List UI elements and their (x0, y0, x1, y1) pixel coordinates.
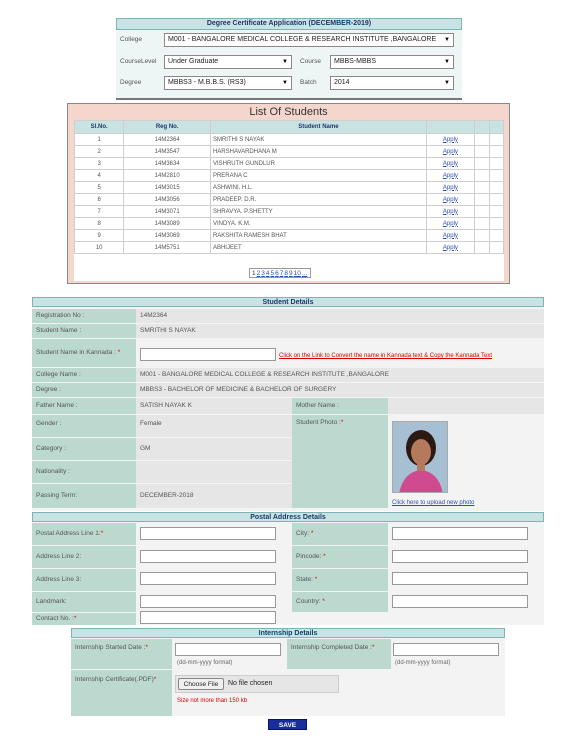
cell-extra (475, 230, 489, 242)
address-line2-input[interactable] (140, 550, 276, 563)
page-link[interactable]: 3 (261, 270, 265, 277)
table-row (75, 194, 504, 206)
cell-student-name: PRADEEP. D.R. (210, 194, 426, 206)
page-link[interactable]: 5 (270, 270, 275, 277)
category-label: Category : (32, 438, 136, 460)
cell-extra (489, 194, 504, 206)
cell-extra (489, 218, 504, 230)
degree-name-value: MBBS3 - BACHELOR OF MEDICINE & BACHELOR OF SURGERY (136, 383, 544, 397)
country-input[interactable] (392, 595, 528, 608)
col-extra-1 (475, 121, 489, 134)
cell-action (426, 242, 474, 254)
contact-input[interactable] (140, 611, 276, 624)
course-select[interactable]: MBBS-MBBS ▼ (330, 55, 454, 69)
line2-label: Address Line 2: (32, 546, 136, 568)
student-photo (392, 421, 448, 493)
cell-action (426, 194, 474, 206)
student-details-title: Student Details (32, 297, 544, 307)
cell-action (426, 230, 474, 242)
required-marker: * (117, 349, 121, 356)
cell-student-name: RAKSHITA RAMESH BHAT (210, 230, 426, 242)
col-extra-2 (489, 121, 504, 134)
apply-link[interactable]: Apply (442, 148, 458, 155)
cell-extra (475, 170, 489, 182)
upload-photo-link[interactable]: Click here to upload new photo (392, 500, 475, 506)
student-list-title: List Of Students (249, 106, 328, 118)
apply-link[interactable]: Apply (442, 184, 458, 191)
cell-student-name: SMRITHI S NAYAK (210, 134, 426, 146)
no-file-text: No file chosen (228, 680, 273, 687)
page-link[interactable]: 2 (256, 270, 261, 277)
nationality-label: Nationality : (32, 461, 136, 483)
apply-link[interactable]: Apply (442, 196, 458, 203)
save-button[interactable]: SAVE (268, 719, 307, 730)
cell-action (426, 170, 474, 182)
certificate-label-cell: Internship Certificate(.PDF)* (71, 670, 172, 716)
kannada-label: Student Name in Kannada : * (32, 339, 136, 367)
cell-extra (475, 182, 489, 194)
cell-extra (475, 218, 489, 230)
cell-reg-no: 14M3634 (124, 158, 211, 170)
table-row (75, 242, 504, 254)
started-label-cell: Internship Started Date :* (71, 639, 172, 669)
postal-panel (32, 512, 544, 625)
student-table (74, 120, 504, 254)
completed-label-cell: Internship Completed Date :* (287, 639, 391, 669)
cell-reg-no: 14M5751 (124, 242, 211, 254)
contact-label: Contact No. :* (32, 613, 136, 625)
cell-action (426, 158, 474, 170)
cell-sl-no: 2 (75, 146, 124, 158)
reg-value: 14M2364 (136, 309, 544, 323)
landmark-input[interactable] (140, 595, 276, 608)
address-line1-input[interactable] (140, 527, 276, 540)
chevron-down-icon: ▼ (282, 59, 288, 65)
college-name-label: College Name : (32, 368, 136, 382)
city-label: City: * (292, 523, 388, 545)
cell-action (426, 134, 474, 146)
choose-file-button[interactable]: Choose File (178, 678, 224, 690)
chevron-down-icon: ▼ (444, 80, 450, 86)
completed-date-hint: (dd-mm-yyyy format) (395, 660, 451, 666)
cell-extra (489, 206, 504, 218)
cell-extra (475, 206, 489, 218)
state-input[interactable] (392, 572, 528, 585)
cell-extra (475, 242, 489, 254)
cell-action (426, 146, 474, 158)
cell-reg-no: 14M2810 (124, 170, 211, 182)
apply-link[interactable]: Apply (442, 220, 458, 227)
reg-label: Registration No : (32, 309, 136, 323)
apply-link[interactable]: Apply (442, 232, 458, 239)
size-note: Size not more than 150 kb (177, 698, 248, 704)
table-row (75, 206, 504, 218)
cell-reg-no: 14M3089 (124, 218, 211, 230)
cell-extra (489, 182, 504, 194)
file-input-box (175, 675, 339, 693)
gender-value: Female (136, 415, 292, 437)
cell-reg-no: 14M3015 (124, 182, 211, 194)
divider (116, 98, 462, 100)
course-label: Course (300, 58, 321, 65)
degree-name-label: Degree : (32, 383, 136, 397)
table-row (75, 146, 504, 158)
cell-reg-no: 14M3069 (124, 230, 211, 242)
internship-panel (71, 628, 505, 716)
kannada-name-input[interactable] (140, 348, 276, 361)
internship-title: Internship Details (71, 628, 505, 638)
page-link[interactable]: 10 (293, 270, 301, 277)
pincode-label: Pincode: * (292, 546, 388, 568)
cell-sl-no: 10 (75, 242, 124, 254)
cell-student-name: ASHWINI. H.L. (210, 182, 426, 194)
photo-label-cell: Student Photo :* (292, 415, 388, 508)
cell-sl-no: 8 (75, 218, 124, 230)
cell-extra (489, 158, 504, 170)
student-list-panel (67, 103, 510, 284)
cell-extra (475, 134, 489, 146)
cell-sl-no: 5 (75, 182, 124, 194)
cell-sl-no: 9 (75, 230, 124, 242)
passing-value: DECEMBER-2018 (136, 484, 292, 508)
cell-extra (489, 146, 504, 158)
apply-link[interactable]: Apply (442, 136, 458, 143)
page-link[interactable]: 4 (265, 270, 270, 277)
course-level-select[interactable]: Under Graduate ▼ (164, 55, 292, 69)
cell-extra (489, 170, 504, 182)
cell-sl-no: 7 (75, 206, 124, 218)
cell-extra (475, 158, 489, 170)
father-value: SATISH NAYAK K (136, 398, 292, 414)
page-link[interactable]: 1 (252, 270, 256, 277)
cell-extra (489, 230, 504, 242)
table-row (75, 230, 504, 242)
table-row (75, 158, 504, 170)
col-action (426, 121, 474, 134)
name-value: SMRITHI S NAYAK (136, 324, 544, 338)
line3-label: Address Line 3: (32, 569, 136, 591)
col-sl-no: Sl.No. (75, 121, 124, 134)
postal-title: Postal Address Details (32, 512, 544, 522)
cell-sl-no: 6 (75, 194, 124, 206)
father-label: Father Name : (32, 398, 136, 414)
cell-student-name: SHRAVYA. P.SHETTY (210, 206, 426, 218)
page-link[interactable]: ... (301, 270, 308, 277)
col-reg-no: Reg No. (124, 121, 211, 134)
college-select[interactable]: M001 - BANGALORE MEDICAL COLLEGE & RESEARCH INSTITUTE ,BANGALORE ▼ (164, 33, 454, 47)
form-title: Degree Certificate Application (DECEMBER-2019) (116, 18, 462, 30)
state-label: State: * (292, 569, 388, 591)
apply-link[interactable]: Apply (442, 208, 458, 215)
cell-sl-no: 3 (75, 158, 124, 170)
kannada-convert-link[interactable]: Click on the Link to Convert the name in Kannada text & Copy the Kannada Text (279, 353, 493, 359)
page-link[interactable]: 9 (289, 270, 293, 277)
cell-student-name: VISHRUTH GUNDLUR (210, 158, 426, 170)
college-name-value: M001 - BANGALORE MEDICAL COLLEGE & RESEARCH INSTITUTE ,BANGALORE (136, 368, 544, 382)
table-row (75, 170, 504, 182)
pincode-input[interactable] (392, 550, 528, 563)
cell-student-name: HARSHAVARDHANA M (210, 146, 426, 158)
cell-extra (489, 242, 504, 254)
student-photo-image (393, 422, 448, 493)
col-student-name: Student Name (210, 121, 426, 134)
chevron-down-icon: ▼ (444, 37, 450, 43)
cell-action (426, 206, 474, 218)
gender-label: Gender : (32, 415, 136, 437)
cell-student-name: VINDYA. K.M. (210, 218, 426, 230)
batch-select[interactable]: 2014 ▼ (330, 76, 454, 90)
cell-sl-no: 1 (75, 134, 124, 146)
internship-completed-input[interactable] (393, 643, 499, 656)
cell-extra (475, 146, 489, 158)
college-label: College (120, 36, 143, 43)
table-header-row (75, 121, 504, 134)
internship-started-input[interactable] (175, 643, 281, 656)
apply-link[interactable]: Apply (442, 160, 458, 167)
cell-reg-no: 14M3071 (124, 206, 211, 218)
cell-sl-no: 4 (75, 170, 124, 182)
landmark-label: Landmark: (32, 592, 136, 612)
application-form (116, 18, 462, 100)
nationality-value (136, 461, 292, 483)
passing-label: Passing Term: (32, 484, 136, 508)
name-label: Student Name : (32, 324, 136, 338)
cell-student-name: PRERANA C (210, 170, 426, 182)
course-level-label: CourseLevel (120, 58, 157, 65)
cell-action (426, 182, 474, 194)
cell-extra (489, 134, 504, 146)
student-table-wrap (74, 120, 504, 281)
cell-reg-no: 14M3547 (124, 146, 211, 158)
cell-reg-no: 14M2364 (124, 134, 211, 146)
page-link[interactable]: 8 (284, 270, 288, 277)
pagination (249, 268, 311, 278)
cell-action (426, 218, 474, 230)
required-marker: * (340, 419, 344, 426)
chevron-down-icon: ▼ (444, 59, 450, 65)
cell-extra (475, 194, 489, 206)
apply-link[interactable]: Apply (442, 172, 458, 179)
degree-label: Degree (120, 79, 142, 86)
table-row (75, 218, 504, 230)
table-row (75, 134, 504, 146)
country-label: Country: * (292, 592, 388, 612)
page-link[interactable]: 7 (279, 270, 284, 277)
line1-label: Postal Address Line 1:* (32, 523, 136, 545)
address-line3-input[interactable] (140, 572, 276, 585)
cell-student-name: ABHIJEET (210, 242, 426, 254)
batch-label: Batch (300, 79, 317, 86)
cell-reg-no: 14M3056 (124, 194, 211, 206)
page-link[interactable]: 6 (275, 270, 279, 277)
student-details-panel (32, 297, 544, 511)
degree-select[interactable]: MBBS3 - M.B.B.S. (RS3) ▼ (164, 76, 292, 90)
apply-link[interactable]: Apply (442, 244, 458, 251)
category-value: GM (136, 438, 292, 460)
mother-label: Mother Name : (292, 398, 388, 414)
started-date-hint: (dd-mm-yyyy format) (177, 660, 233, 666)
city-input[interactable] (392, 527, 528, 540)
chevron-down-icon: ▼ (282, 80, 288, 86)
table-row (75, 182, 504, 194)
mother-value (388, 398, 544, 414)
